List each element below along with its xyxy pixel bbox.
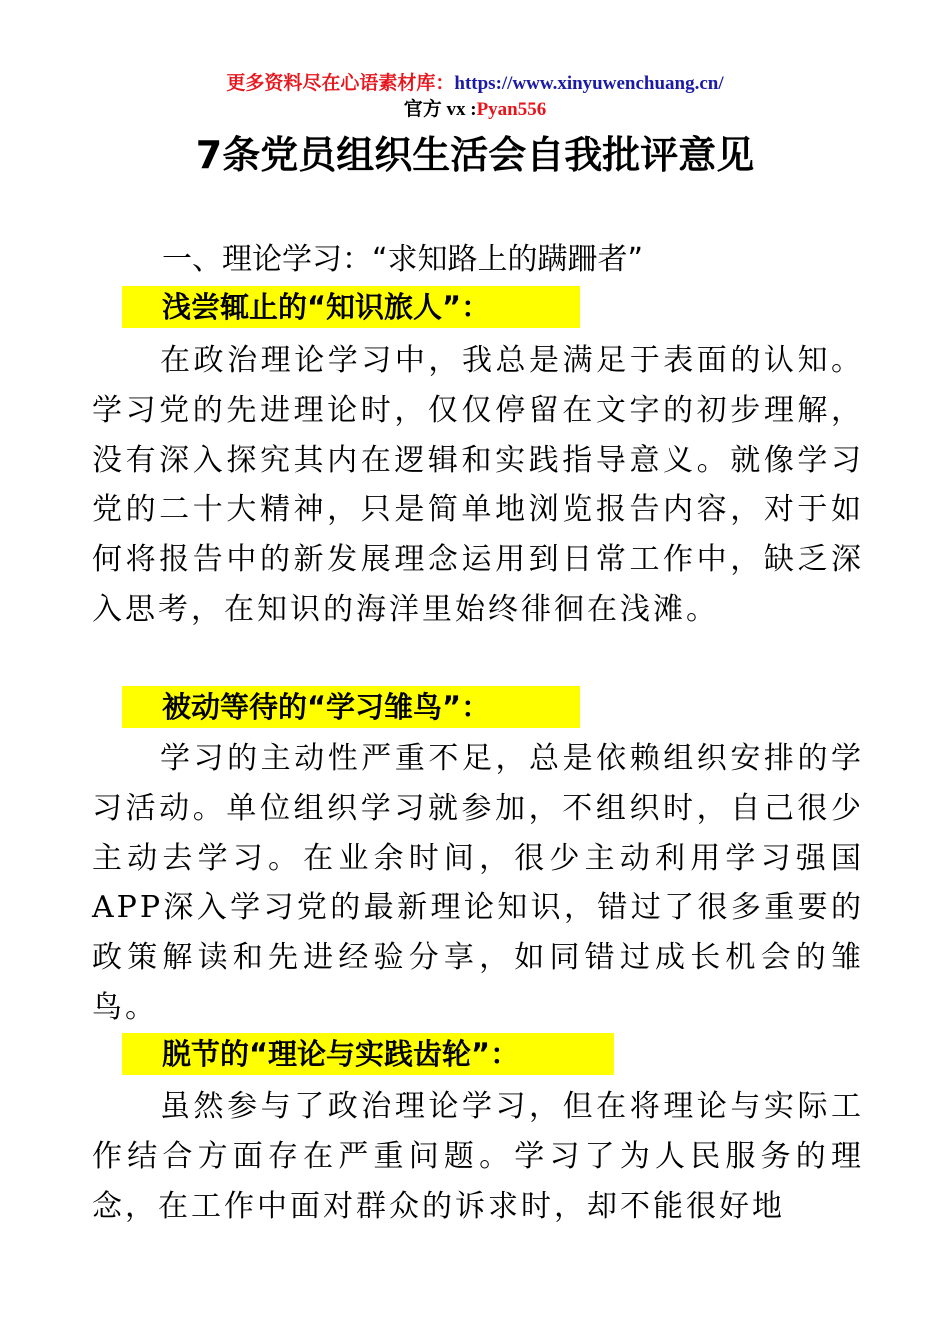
paragraph-3: 虽然参与了政治理论学习，但在将理论与实际工作结合方面存在严重问题。学习了为人民服务的理念，在工作中面对群众的诉求时，却不能很好地 [92,1089,864,1224]
wechat-id: Pyan556 [476,99,547,120]
sub-heading-2: 被动等待的“学习雏鸟”： [122,686,580,728]
promo-text: 更多资料尽在心语素材库： [226,73,455,94]
promo-line [0,72,950,96]
document-title: 7条党员组织生活会自我批评意见 [195,133,755,177]
paragraph-1: 在政治理论学习中，我总是满足于表面的认知。学习党的先进理论时，仅仅停留在文字的初步理解，没有深入探究其内在逻辑和实践指导意义。就像学习党的二十大精神，只是简单地浏览报告内容，对于如何将报告中的新发展理念运用到日常工作中，缺乏深入思考，在知识的海洋里始终徘徊在浅滩。 [92,343,864,627]
wechat-label: 官方 vx : [403,99,477,120]
promo-url-link[interactable]: https://www.xinyuwenchuang.cn/ [454,73,724,94]
wechat-line [0,98,950,122]
sub-heading-3: 脱节的“理论与实践齿轮”： [122,1033,614,1075]
section-heading: 一、理论学习：“求知路上的蹒跚者” [162,242,644,277]
sub-heading-1: 浅尝辄止的“知识旅人”： [122,286,580,328]
paragraph-2: 学习的主动性严重不足，总是依赖组织安排的学习活动。单位组织学习就参加，不组织时，自己很少主动去学习。在业余时间，很少主动利用学习强国APP深入学习党的最新理论知识，错过了很多重要的政策解读和先进经验分享，如同错过成长机会的雏鸟。 [92,741,864,1025]
